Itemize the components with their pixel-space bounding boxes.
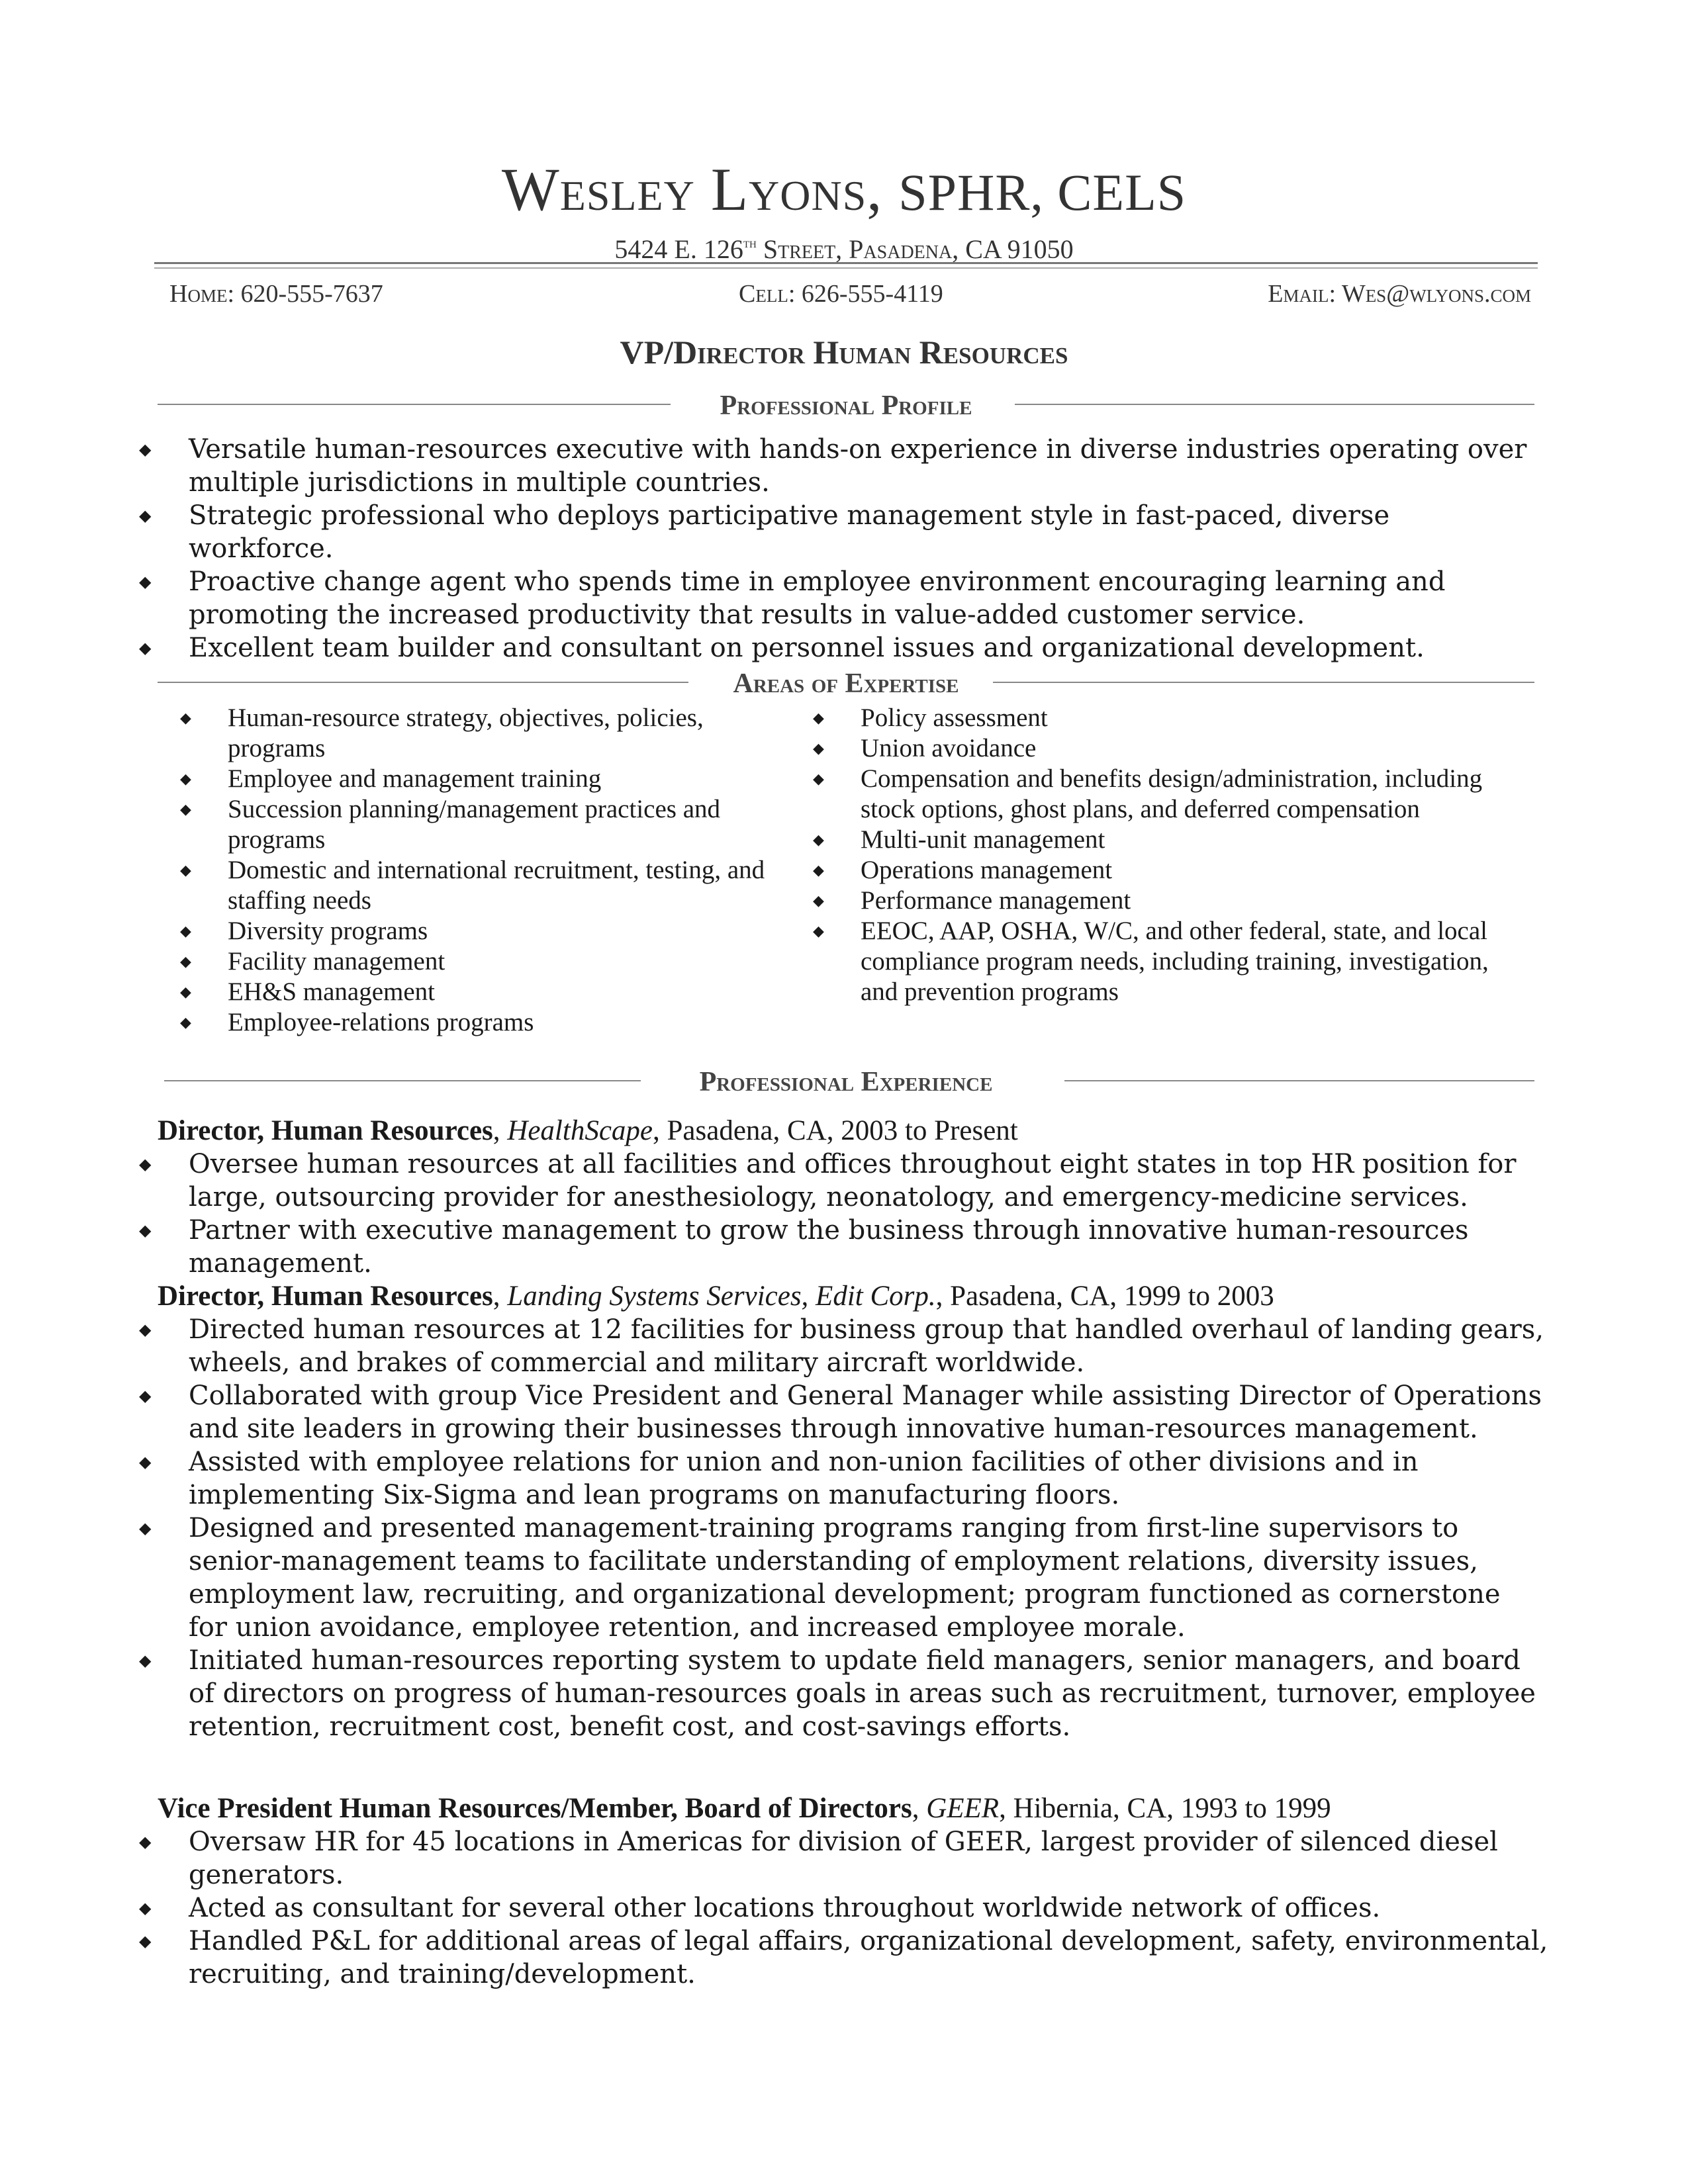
job-details: , Pasadena, CA, 2003 to Present bbox=[653, 1115, 1018, 1146]
diamond-bullet-icon: ◆ bbox=[180, 862, 191, 878]
candidate-name: Wesley Lyons, SPHR, CELS bbox=[501, 156, 1187, 223]
expertise-right-list bbox=[813, 703, 1515, 1007]
diamond-bullet-icon: ◆ bbox=[139, 1899, 152, 1917]
diamond-bullet-icon: ◆ bbox=[139, 1155, 152, 1173]
section-title: Professional Experience bbox=[699, 1067, 993, 1097]
diamond-bullet-icon: ◆ bbox=[180, 709, 191, 726]
diamond-bullet-icon: ◆ bbox=[813, 709, 824, 726]
diamond-bullet-icon: ◆ bbox=[139, 1221, 152, 1240]
job-details: , Pasadena, CA, 1999 to 2003 bbox=[935, 1281, 1274, 1312]
list-item: ◆ Facility management bbox=[180, 947, 445, 976]
list-item: ◆ Union avoidance bbox=[813, 734, 1037, 762]
list-item: ◆ Compensation and benefits design/administration, including stock options, ghost plans, and deferred compensation bbox=[813, 764, 1483, 823]
diamond-bullet-icon: ◆ bbox=[180, 1014, 191, 1030]
list-item: ◆ Handled P&L for additional areas of legal affairs, organizational development, safety, environmental, recruiting, and training/development. bbox=[139, 1926, 1548, 1989]
list-item: ◆ Designed and presented management-training programs ranging from first-line supervisors to senior-management teams to facilitate understanding of employment relations, diversity issues, employment law, recruiting, and organizational development; program functioned as cornerstone for union avoidance, employee retention, and increased employee morale. bbox=[139, 1513, 1501, 1643]
job-bullets bbox=[139, 1313, 1546, 1743]
job-company: HealthScape bbox=[507, 1115, 653, 1146]
list-item: ◆ Directed human resources at 12 facilities for business group that handled overhaul of landing gears, wheels, and brakes of commercial and military aircraft worldwide. bbox=[139, 1314, 1544, 1378]
header-divider bbox=[154, 262, 1538, 269]
diamond-bullet-icon: ◆ bbox=[813, 892, 824, 909]
section-header-expertise bbox=[158, 667, 1534, 700]
diamond-bullet-icon: ◆ bbox=[180, 983, 191, 1000]
diamond-bullet-icon: ◆ bbox=[139, 1932, 152, 1950]
diamond-bullet-icon: ◆ bbox=[139, 1519, 152, 1537]
diamond-bullet-icon: ◆ bbox=[139, 506, 152, 525]
job-heading bbox=[158, 1280, 1274, 1313]
home-phone: Home: 620-555-7637 bbox=[169, 280, 383, 308]
diamond-bullet-icon: ◆ bbox=[139, 440, 152, 459]
job-company-sep: , bbox=[492, 1281, 508, 1312]
list-item: ◆ Strategic professional who deploys participative management style in fast-paced, diverse workforce. bbox=[139, 500, 1390, 564]
list-item: ◆ Collaborated with group Vice President and General Manager while assisting Director of Operations and site leaders in growing their businesses through innovative human-resources management. bbox=[139, 1381, 1542, 1444]
list-item: ◆ Performance management bbox=[813, 886, 1131, 915]
job-company: GEER bbox=[926, 1793, 1000, 1824]
profile-list bbox=[139, 433, 1542, 664]
diamond-bullet-icon: ◆ bbox=[139, 639, 152, 657]
list-item: ◆ Employee and management training bbox=[180, 764, 602, 793]
address: 5424 E. 126th Street, Pasadena, CA 91050 bbox=[614, 234, 1074, 264]
list-item: ◆ Excellent team builder and consultant on personnel issues and organizational development. bbox=[139, 633, 1425, 663]
diamond-bullet-icon: ◆ bbox=[180, 923, 191, 939]
job-details: , Hibernia, CA, 1993 to 1999 bbox=[999, 1793, 1331, 1824]
list-item: ◆ Domestic and international recruitment, testing, and staffing needs bbox=[180, 856, 765, 915]
section-header-profile bbox=[158, 389, 1534, 422]
list-item: ◆ Oversee human resources at all facilities and offices throughout eight states in top HR position for large, outsourcing provider for anesthesiology, neonatology, and emergency-medicine services. bbox=[139, 1149, 1517, 1212]
diamond-bullet-icon: ◆ bbox=[813, 923, 824, 939]
job-heading bbox=[158, 1792, 1331, 1825]
list-item: ◆ Assisted with employee relations for union and non-union facilities of other divisions and in implementing Six-Sigma and lean programs on manufacturing floors. bbox=[139, 1447, 1419, 1510]
list-item: ◆ EH&S management bbox=[180, 978, 436, 1006]
diamond-bullet-icon: ◆ bbox=[139, 1387, 152, 1405]
list-item: ◆ Employee-relations programs bbox=[180, 1008, 534, 1036]
section-title: Professional Profile bbox=[720, 390, 972, 421]
diamond-bullet-icon: ◆ bbox=[139, 1453, 152, 1471]
job-company-sep: , bbox=[912, 1793, 927, 1824]
job-role: Director, Human Resources bbox=[158, 1115, 493, 1146]
diamond-bullet-icon: ◆ bbox=[180, 953, 191, 970]
list-item: ◆ Partner with executive management to grow the business through innovative human-resources management. bbox=[139, 1215, 1469, 1279]
email-address: Email: Wes@wlyons.com bbox=[1268, 280, 1531, 308]
diamond-bullet-icon: ◆ bbox=[139, 1833, 152, 1851]
list-item: ◆ Succession planning/management practices and programs bbox=[180, 795, 721, 854]
job-bullets bbox=[139, 1148, 1546, 1280]
list-item: ◆ Acted as consultant for several other locations throughout worldwide network of offices. bbox=[139, 1893, 1381, 1923]
list-item: ◆ Proactive change agent who spends time in employee environment encouraging learning and promoting the increased productivity that results in value-added customer service. bbox=[139, 567, 1446, 630]
list-item: ◆ Human-resource strategy, objectives, policies, programs bbox=[180, 704, 704, 762]
credentials: SPHR, CELS bbox=[898, 163, 1187, 221]
list-item: ◆ Oversaw HR for 45 locations in Americas for division of GEER, largest provider of silenced diesel generators. bbox=[139, 1827, 1498, 1890]
list-item: ◆ Operations management bbox=[813, 856, 1113, 884]
expertise-left-list bbox=[180, 703, 776, 1038]
list-item: ◆ EEOC, AAP, OSHA, W/C, and other federal, state, and local compliance program needs, including training, investigation, and prevention programs bbox=[813, 917, 1489, 1006]
diamond-bullet-icon: ◆ bbox=[813, 831, 824, 848]
diamond-bullet-icon: ◆ bbox=[139, 572, 152, 591]
diamond-bullet-icon: ◆ bbox=[813, 862, 824, 878]
job-role: Director, Human Resources bbox=[158, 1281, 493, 1312]
job-company-sep: , bbox=[492, 1115, 508, 1146]
section-title: Areas of Expertise bbox=[733, 668, 959, 699]
cell-phone: Cell: 626-555-4119 bbox=[739, 280, 943, 308]
diamond-bullet-icon: ◆ bbox=[139, 1320, 152, 1339]
diamond-bullet-icon: ◆ bbox=[139, 1651, 152, 1670]
job-company: Landing Systems Services, Edit Corp. bbox=[507, 1281, 936, 1312]
job-heading bbox=[158, 1115, 1018, 1148]
job-bullets bbox=[139, 1825, 1552, 1991]
list-item: ◆ Diversity programs bbox=[180, 917, 428, 945]
target-title: VP/Director Human Resources bbox=[620, 334, 1068, 371]
list-item: ◆ Versatile human-resources executive with hands-on experience in diverse industries operating over multiple jurisdictions in multiple countries. bbox=[139, 434, 1527, 498]
list-item: ◆ Policy assessment bbox=[813, 704, 1048, 732]
diamond-bullet-icon: ◆ bbox=[180, 770, 191, 787]
section-header-experience bbox=[158, 1066, 1534, 1099]
list-item: ◆ Multi-unit management bbox=[813, 825, 1105, 854]
diamond-bullet-icon: ◆ bbox=[180, 801, 191, 817]
diamond-bullet-icon: ◆ bbox=[813, 770, 824, 787]
diamond-bullet-icon: ◆ bbox=[813, 740, 824, 756]
list-item: ◆ Initiated human-resources reporting system to update field managers, senior managers, and board of directors on progress of human-resources goals in areas such as recruitment, turnover, employee retention, recruitment cost, benefit cost, and cost-savings efforts. bbox=[139, 1645, 1536, 1742]
job-role: Vice President Human Resources/Member, Board of Directors bbox=[158, 1793, 912, 1824]
